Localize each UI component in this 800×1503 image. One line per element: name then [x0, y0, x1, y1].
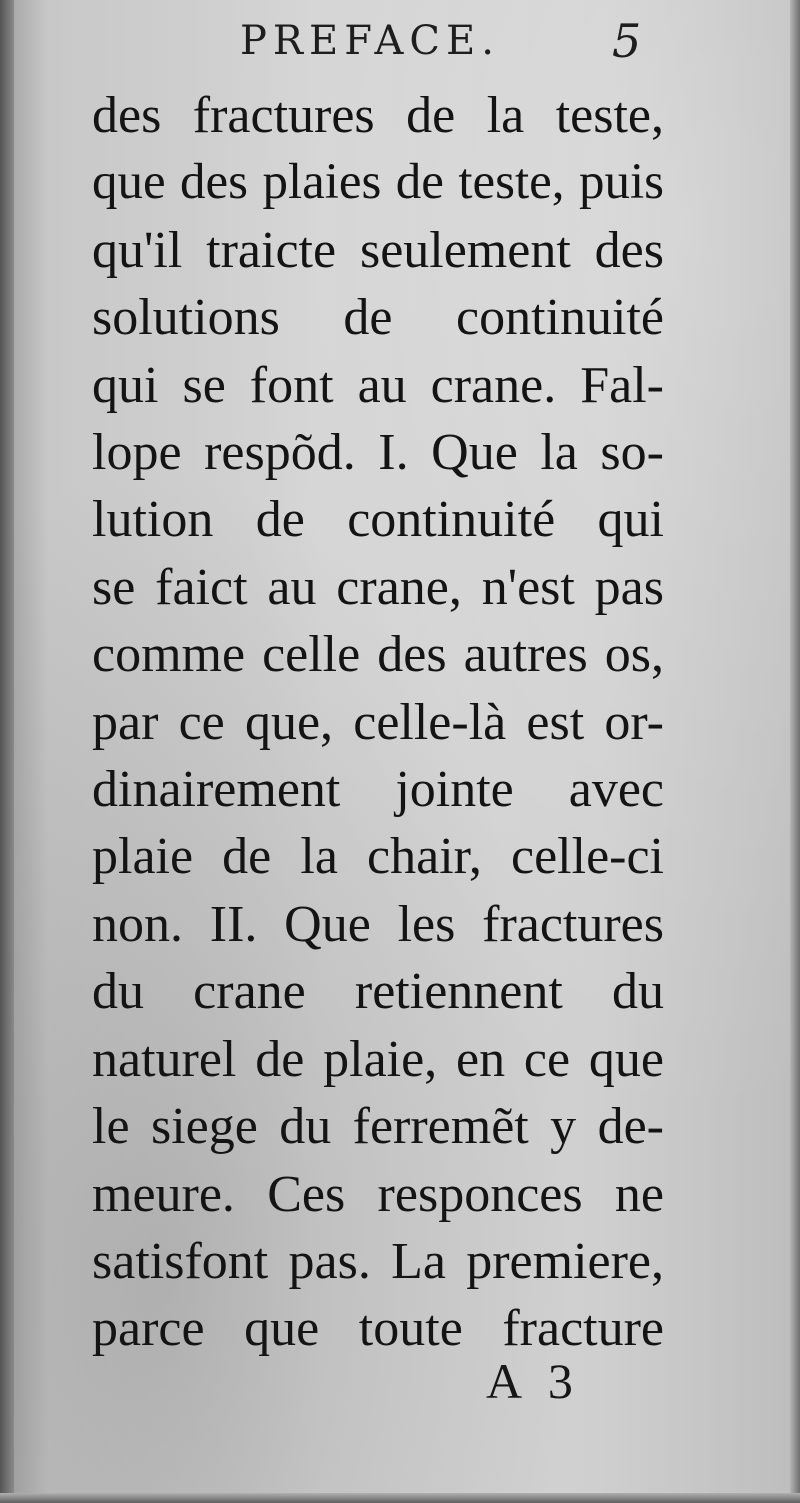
- page-bottom-edge: [0, 1493, 800, 1503]
- body-text: [92, 82, 664, 1363]
- page-number: 5: [612, 14, 642, 68]
- text-line: solutions de continuité: [92, 289, 664, 347]
- text-line: des fractures de la teste,: [92, 87, 664, 144]
- text-line: se faict au crane, n'est pas: [92, 558, 664, 616]
- text-line: qu'il traicte seulement des: [92, 221, 664, 279]
- page-right-edge: [790, 0, 800, 1503]
- text-line: parce que toute fracture: [92, 1300, 664, 1358]
- text-line: qui se font au crane. Fal-: [92, 356, 664, 414]
- text-line: que des plaies de teste, puis: [92, 154, 664, 211]
- running-header: PREFACE.: [240, 18, 500, 64]
- text-line: lope respõd. I. Que la so-: [92, 424, 664, 482]
- text-line: dinairement jointe avec: [92, 761, 664, 819]
- text-line: plaie de la chair, celle-ci: [92, 828, 664, 886]
- text-line: le siege du ferremẽt y de-: [92, 1098, 664, 1156]
- text-line: satisfont pas. La premiere,: [92, 1232, 664, 1290]
- text-line: non. II. Que les fractures: [92, 895, 664, 953]
- page-left-edge: [0, 0, 14, 1503]
- text-line: naturel de plaie, en ce que: [92, 1030, 664, 1088]
- signature-mark: A 3: [486, 1353, 581, 1409]
- text-line: comme celle des autres os,: [92, 626, 664, 684]
- text-line: par ce que, celle-là est or-: [92, 693, 664, 751]
- text-line: du crane retiennent du: [92, 963, 664, 1021]
- text-line: meure. Ces responces ne: [92, 1165, 664, 1223]
- text-line: lution de continuité qui: [92, 491, 664, 549]
